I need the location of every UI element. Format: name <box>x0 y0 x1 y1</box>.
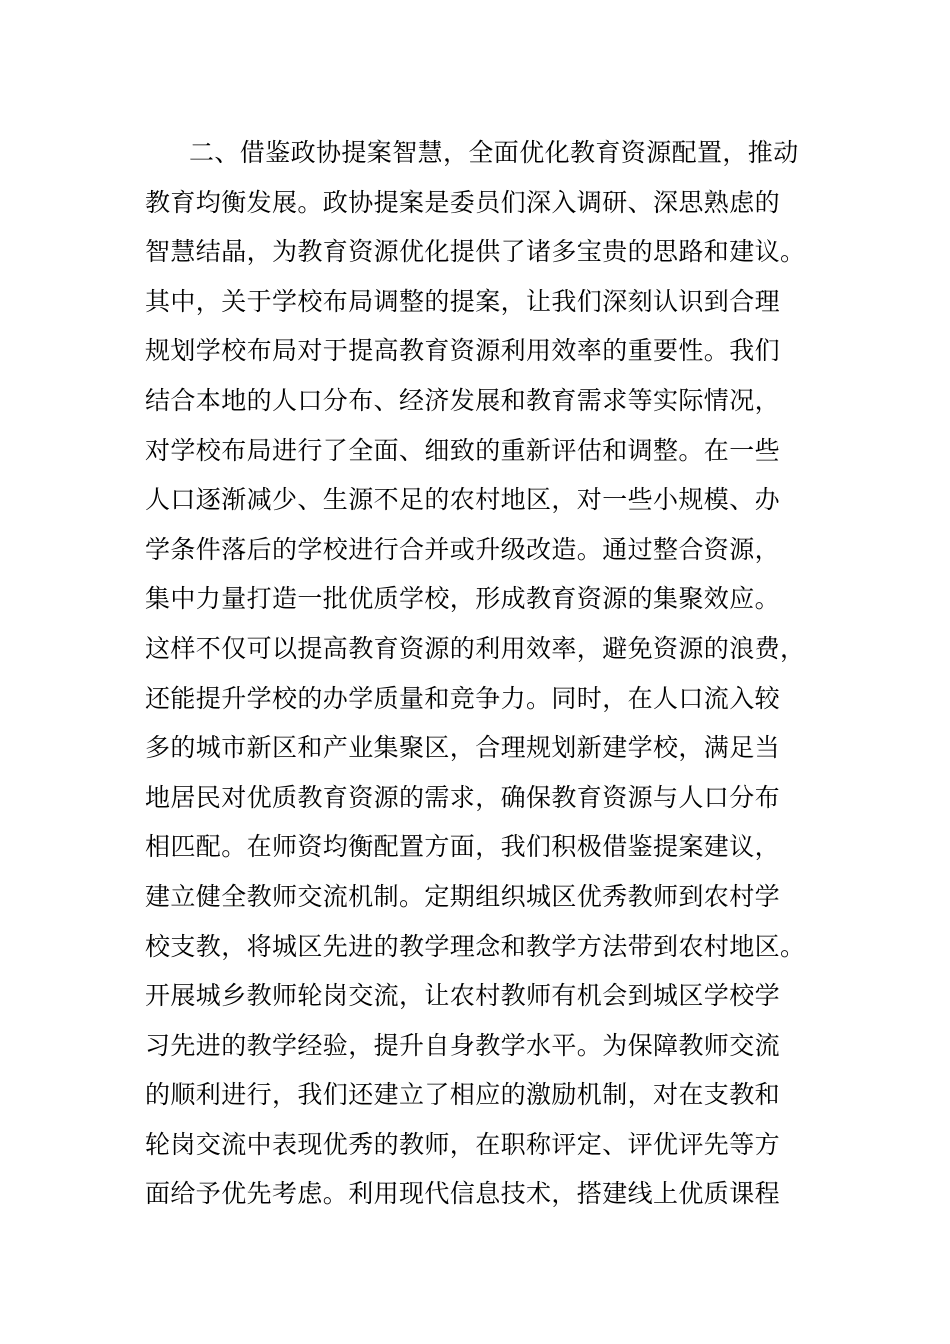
paragraph-line: 的顺利进行，我们还建立了相应的激励机制，对在支教和 <box>145 1080 781 1110</box>
paragraph-line: 开展城乡教师轮岗交流，让农村教师有机会到城区学校学 <box>145 981 781 1011</box>
paragraph-line: 轮岗交流中表现优秀的教师，在职称评定、评优评先等方 <box>145 1129 781 1159</box>
paragraph-line: 习先进的教学经验，提升自身教学水平。为保障教师交流 <box>145 1030 781 1060</box>
paragraph-line: 相匹配。在师资均衡配置方面，我们积极借鉴提案建议， <box>145 832 781 862</box>
paragraph-line: 二、借鉴政协提案智慧，全面优化教育资源配置，推动 <box>189 138 799 167</box>
paragraph-line: 结合本地的人口分布、经济发展和教育需求等实际情况， <box>145 385 781 415</box>
paragraph-line: 教育均衡发展。政协提案是委员们深入调研、深思熟虑的 <box>145 187 781 217</box>
body-paragraph <box>145 128 815 1219</box>
paragraph-line: 多的城市新区和产业集聚区，合理规划新建学校，满足当 <box>145 733 781 763</box>
paragraph-line: 这样不仅可以提高教育资源的利用效率，避免资源的浪费， <box>145 633 806 663</box>
paragraph-line: 建立健全教师交流机制。定期组织城区优秀教师到农村学 <box>145 881 781 911</box>
paragraph-line: 其中，关于学校布局调整的提案，让我们深刻认识到合理 <box>145 286 781 316</box>
paragraph-line: 对学校布局进行了全面、细致的重新评估和调整。在一些 <box>145 435 781 465</box>
paragraph-line: 人口逐渐减少、生源不足的农村地区，对一些小规模、办 <box>145 485 781 515</box>
paragraph-line: 还能提升学校的办学质量和竞争力。同时，在人口流入较 <box>145 683 781 713</box>
paragraph-line: 集中力量打造一批优质学校，形成教育资源的集聚效应。 <box>145 584 781 614</box>
paragraph-line: 规划学校布局对于提高教育资源利用效率的重要性。我们 <box>145 336 781 366</box>
paragraph-line: 学条件落后的学校进行合并或升级改造。通过整合资源， <box>145 534 781 564</box>
paragraph-line: 面给予优先考虑。利用现代信息技术，搭建线上优质课程 <box>145 1179 781 1209</box>
paragraph-line: 地居民对优质教育资源的需求，确保教育资源与人口分布 <box>145 782 781 812</box>
paragraph-line: 校支教，将城区先进的教学理念和教学方法带到农村地区。 <box>145 931 806 961</box>
paragraph-line: 智慧结晶，为教育资源优化提供了诸多宝贵的思路和建议。 <box>145 237 806 267</box>
